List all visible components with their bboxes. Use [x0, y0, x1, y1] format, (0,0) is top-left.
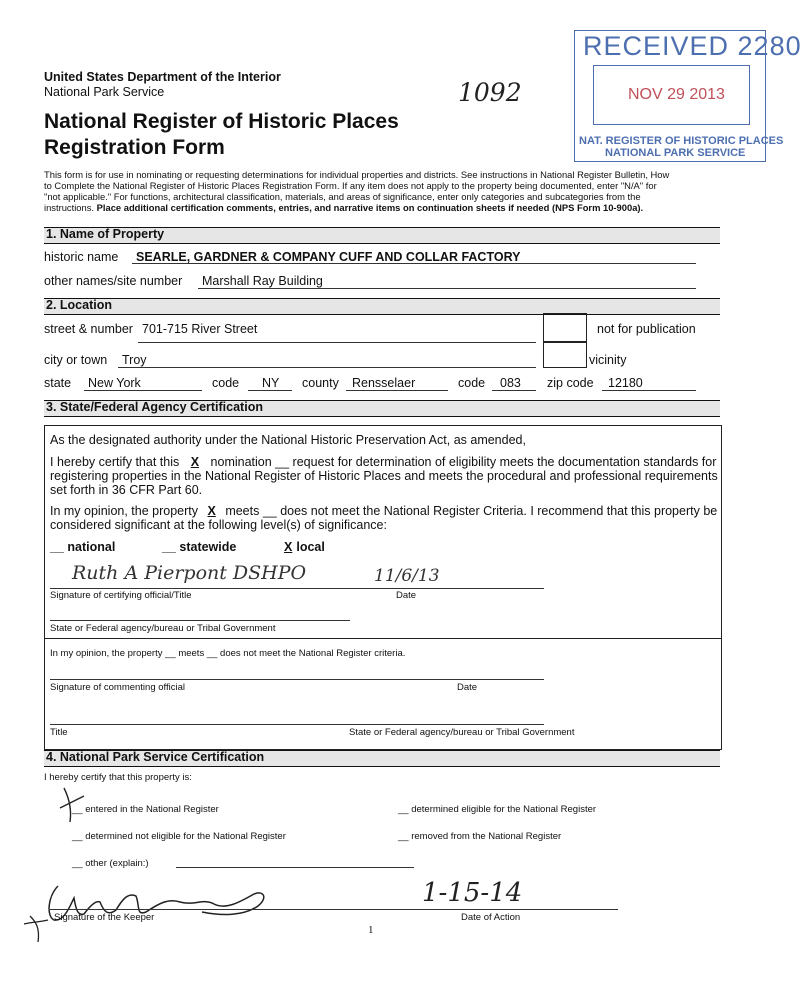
section-2-title: 2. Location — [46, 298, 112, 312]
intro-line4-start: instructions. — [44, 202, 95, 213]
certifying-signature-line — [50, 588, 544, 589]
county-value: Rensselaer — [352, 376, 416, 390]
comment-signature-label: Signature of commenting official — [50, 682, 186, 693]
option-not-eligible[interactable]: __ determined not eligible for the National Register — [72, 831, 286, 842]
stamp-date-box — [593, 65, 750, 125]
certifying-signature-label: Signature of certifying official/Title — [50, 590, 192, 601]
city-value: Troy — [122, 353, 147, 367]
keeper-certify: I hereby certify that this property is: — [44, 772, 192, 783]
certify-line1 — [50, 455, 716, 469]
date-of-action-value: 1-15-14 — [422, 878, 523, 908]
state-code-line — [248, 390, 292, 391]
not-for-publication-checkbox[interactable] — [543, 313, 587, 343]
option-entered[interactable]: __ entered in the National Register — [72, 804, 219, 815]
street-value: 701-715 River Street — [142, 322, 258, 336]
county-code-line — [492, 390, 536, 391]
option-eligible[interactable]: __ determined eligible for the National Register — [398, 804, 597, 815]
level-local[interactable] — [276, 540, 325, 554]
form-title: National Register of Historic Places — [44, 110, 399, 133]
county-line — [346, 390, 448, 391]
form-subtitle: Registration Form — [44, 136, 225, 159]
other-names-label: other names/site number — [44, 274, 183, 288]
city-line — [118, 367, 536, 368]
section-1-title: 1. Name of Property — [46, 227, 165, 241]
stamp-received: RECEIVED 2280 — [583, 31, 802, 61]
state-code-label: code — [212, 376, 240, 390]
stamp-line2: NATIONAL PARK SERVICE — [605, 147, 746, 159]
stamp-date: NOV 29 2013 — [628, 86, 725, 103]
historic-name-value: SEARLE, GARDNER & COMPANY CUFF AND COLLAR FACTORY — [136, 250, 521, 264]
county-label: county — [302, 376, 339, 390]
opinion-rest: meets __ does not meet the National Register Criteria. I recommend that this property be — [225, 504, 718, 518]
other-names-value: Marshall Ray Building — [202, 274, 323, 288]
opinion-line2: considered significant at the following level(s) of significance: — [50, 518, 387, 532]
certify-rest: nomination __ request for determination of eligibility meets the documentation standards for — [210, 455, 717, 469]
section-4-title: 4. National Park Service Certification — [46, 750, 265, 764]
zip-label: zip code — [547, 376, 594, 390]
other-explain-line — [176, 867, 414, 868]
certifying-signature: Ruth A Pierpont DSHPO — [72, 562, 307, 584]
historic-name-label: historic name — [44, 250, 119, 264]
vicinity-checkbox[interactable] — [543, 341, 587, 368]
opinion-x: X — [207, 504, 216, 518]
certify-line2: registering properties in the National Register of Historic Places and meets the procedural and professional requirements — [50, 469, 718, 483]
not-for-publication-label: not for publication — [597, 322, 696, 336]
certification-divider — [44, 638, 721, 639]
received-stamp — [574, 30, 802, 162]
other-names-line — [198, 288, 696, 289]
keeper-signature-line — [50, 909, 618, 910]
level-national[interactable]: __ national — [50, 540, 116, 554]
intro-line2: to Complete the National Register of Historic Places Registration Form. If any item does not apply to the property being documented, enter "N/A" for — [44, 180, 657, 191]
page-number: 1 — [368, 924, 374, 936]
section-4-header — [44, 750, 720, 767]
state-line — [84, 390, 202, 391]
street-label: street & number — [44, 322, 133, 336]
certify-line3: set forth in 36 CFR Part 60. — [50, 483, 203, 497]
opinion-line1 — [50, 504, 717, 518]
historic-name-line — [132, 263, 696, 264]
zip-value: 12180 — [608, 376, 643, 390]
county-code-value: 083 — [500, 376, 521, 390]
authority-text: As the designated authority under the National Historic Preservation Act, as amended, — [50, 433, 526, 447]
certify-x: X — [190, 455, 200, 469]
certifying-date-label: Date — [396, 590, 417, 601]
city-label: city or town — [44, 353, 108, 367]
intro-line3: "not applicable." For functions, architectural classification, materials, and areas of significance, enter only categories and subcategories from the — [44, 191, 641, 202]
date-of-action-label: Date of Action — [461, 912, 521, 923]
service-name: National Park Service — [44, 85, 165, 99]
level-local-x: X — [284, 540, 293, 554]
certify-start: I hereby certify that this — [50, 455, 180, 469]
agency-line — [50, 620, 350, 621]
comment-date-label: Date — [457, 682, 478, 693]
vicinity-label: vicinity — [589, 353, 627, 367]
state-value: New York — [88, 376, 141, 390]
zip-line — [602, 390, 696, 391]
street-line — [138, 342, 536, 343]
title-line — [50, 724, 544, 725]
level-statewide[interactable]: __ statewide — [162, 540, 237, 554]
county-code-label: code — [458, 376, 486, 390]
department-name: United States Department of the Interior — [44, 70, 281, 84]
intro-line4 — [44, 202, 643, 213]
state-code-value: NY — [262, 376, 280, 390]
section-3-title: 3. State/Federal Agency Certification — [46, 400, 263, 414]
keeper-signature — [18, 876, 278, 946]
section-2-header — [44, 298, 720, 315]
agency-label: State or Federal agency/bureau or Tribal Government — [50, 623, 276, 634]
stamp-line1: NAT. REGISTER OF HISTORIC PLACES — [579, 135, 784, 147]
certifying-date: 11/6/13 — [374, 566, 440, 586]
intro-line1: This form is for use in nominating or requesting determinations for individual properties and districts. See instructions in National Register Bulletin, How — [44, 169, 670, 180]
option-removed[interactable]: __ removed from the National Register — [398, 831, 562, 842]
option-other[interactable]: __ other (explain:) — [72, 858, 149, 869]
handwritten-number: 1092 — [458, 78, 522, 107]
level-local-label: local — [296, 540, 325, 554]
comment-opinion: In my opinion, the property __ meets __ does not meet the National Register criteria. — [50, 648, 406, 659]
comment-signature-line — [50, 679, 544, 680]
title-label: Title — [50, 727, 68, 738]
section-1-header — [44, 227, 720, 244]
keeper-signature-label: Signature of the Keeper — [54, 912, 155, 923]
comment-agency-label: State or Federal agency/bureau or Tribal Government — [349, 727, 575, 738]
opinion-start: In my opinion, the property — [50, 504, 198, 518]
state-label: state — [44, 376, 72, 390]
section-3-header — [44, 400, 720, 417]
intro-line4-bold: Place additional certification comments, entries, and narrative items on continuation sheets if needed (NPS Form 10-900a). — [96, 202, 644, 213]
